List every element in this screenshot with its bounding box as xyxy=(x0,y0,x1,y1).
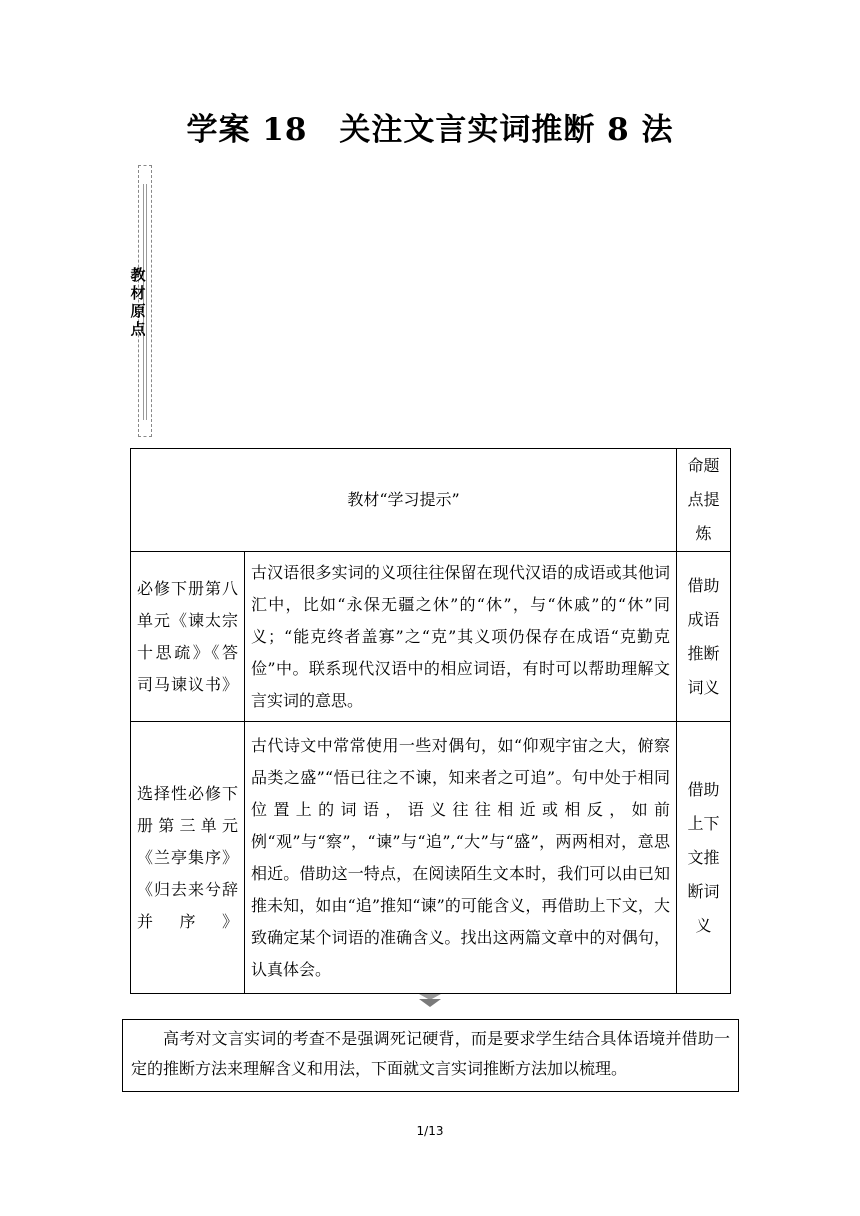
row-point: 借助上下文推断词义 xyxy=(677,722,731,994)
page-title: 学案 18 关注文言实词推断 8 法 xyxy=(186,112,674,148)
study-tips-table xyxy=(130,448,731,994)
table-row xyxy=(131,552,731,722)
row-text: 古代诗文中常常使用一些对偶句，如“仰观宇宙之大，俯察品类之盛”“悟已往之不谏，知来者之可追”。句中处于相同位置上的词语，语义往往相近或相反，如前例“观”与“察”，“谏”与“追”,“大”与“盛”，两两相对，意思相近。借助这一特点，在阅读陌生文本时，我们可以由已知推未知，如由“追”推知“谏”的可能含义，再借助上下文，大致确定某个词语的准确含义。找出这两篇文章中的对偶句，认真体会。 xyxy=(245,722,677,994)
row-source: 选择性必修下册第三单元《兰亭集序》《归去来兮辞并序》 xyxy=(131,722,245,994)
table-header-right: 命题点提炼 xyxy=(677,449,731,552)
table-header-left: 教材“学习提示” xyxy=(131,449,677,552)
table-header-row xyxy=(131,449,731,552)
summary-note: 高考对文言实词的考查不是强调死记硬背，而是要求学生结合具体语境并借助一定的推断方法来理解含义和用法，下面就文言实词推断方法加以梳理。 xyxy=(122,1019,739,1092)
row-point: 借助成语推断词义 xyxy=(677,552,731,722)
row-source: 必修下册第八单元《谏太宗十思疏》《答司马谏议书》 xyxy=(131,552,245,722)
chevron-down-icon xyxy=(419,994,441,1008)
row-text: 古汉语很多实词的义项往往保留在现代汉语的成语或其他词汇中，比如“永保无疆之休”的“休”，与“休戚”的“休”同义；“能克终者盖寡”之“克”其义项仍保存在成语“克勤克俭”中。联系现代汉语中的相应词语，有时可以帮助理解文言实词的意思。 xyxy=(245,552,677,722)
page-number: 1/13 xyxy=(416,1124,444,1138)
side-tab-label: 教材原点 xyxy=(130,266,146,338)
table-row xyxy=(131,722,731,994)
